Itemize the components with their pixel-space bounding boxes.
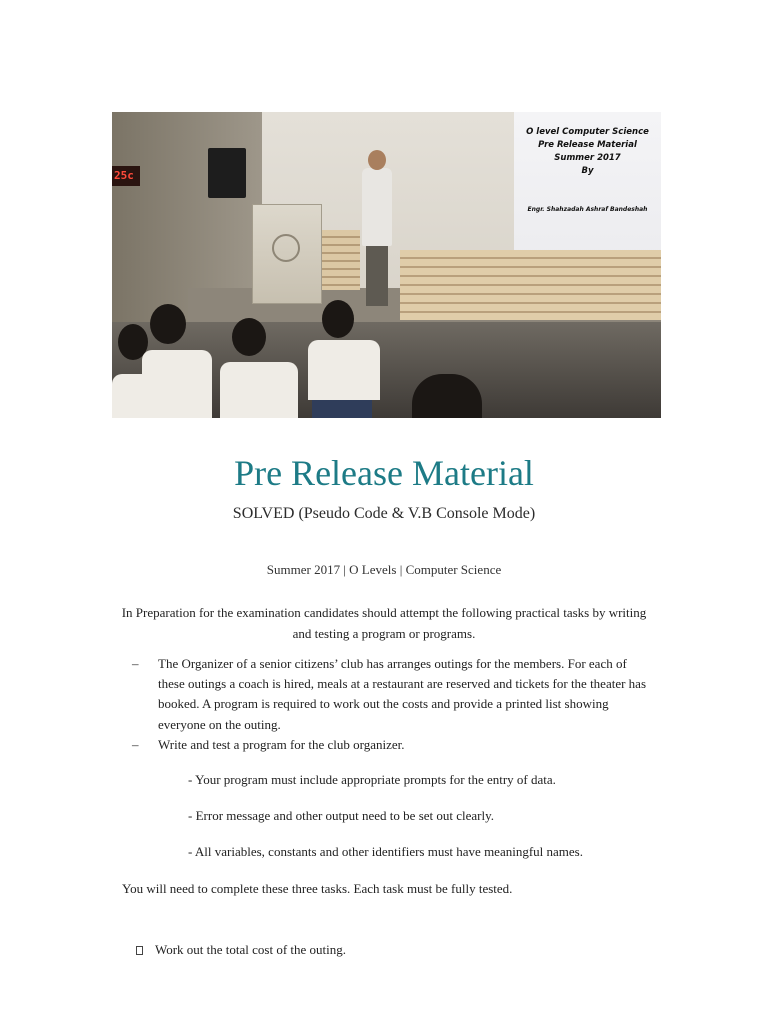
audience-member (220, 362, 298, 418)
dash-bullet: - (188, 844, 193, 859)
audience-head (322, 300, 354, 338)
audience-member (142, 350, 212, 418)
podium-emblem (272, 234, 300, 262)
audience-head (150, 304, 186, 344)
intro-paragraph: In Preparation for the examination candidates should attempt the following practical tasks by writing and testing a program or programs. (121, 605, 647, 641)
list-item (188, 807, 668, 843)
screen-line: O level Computer Science (526, 127, 649, 137)
list-item-text: All variables, constants and other identifiers must have meaningful names. (194, 844, 583, 859)
list-item-text: Write and test a program for the club organizer. (158, 736, 405, 752)
list-item-text: Error message and other output need to be set out clearly. (195, 808, 495, 823)
dash-bullet: – (132, 736, 139, 752)
presenter-legs (366, 244, 388, 306)
audience-member (412, 374, 482, 418)
dash-bullet: - (188, 808, 193, 823)
list-item-text: Your program must include appropriate prompts for the entry of data. (195, 772, 556, 787)
checkbox-icon (136, 946, 143, 955)
document-meta: Summer 2017 | O Levels | Computer Science (266, 562, 502, 577)
page-title: Pre Release Material (234, 453, 534, 493)
presenter-head (368, 150, 386, 170)
dash-bullet: - (188, 772, 193, 787)
list-item (188, 843, 668, 879)
list-item-text: The Organizer of a senior citizens’ club has arranges outings for the members. For each of these outings a coach is hired, meals at a restaurant are reserved and tickets for the theater has booked. A program is required to work out the costs and provide a printed list showing everyone on the outing. (158, 656, 647, 732)
screen-line: By (581, 166, 594, 176)
list-item (132, 654, 652, 735)
presenter-body (362, 168, 392, 246)
audience-member (308, 340, 380, 400)
requirements-list (132, 654, 652, 755)
audience-head (232, 318, 266, 356)
list-item (132, 735, 652, 755)
screen-line: Summer 2017 (554, 153, 621, 163)
screen-author: Engr. Shahzadah Ashraf Bandeshah (527, 206, 648, 213)
lecture-photo (112, 112, 661, 418)
task-item-text: Work out the total cost of the outing. (155, 942, 347, 957)
projection-screen-text (514, 126, 661, 178)
page-subtitle: SOLVED (Pseudo Code & V.B Console Mode) (232, 505, 536, 522)
list-item (188, 771, 668, 807)
task-item (136, 942, 676, 958)
screen-line: Pre Release Material (538, 140, 637, 150)
clock-display: 25c (114, 169, 134, 182)
loudspeaker (208, 148, 246, 198)
wooden-bench-right (400, 250, 661, 320)
program-requirements-list (188, 771, 668, 879)
dash-bullet: – (132, 656, 139, 671)
tasks-note: You will need to complete these three tasks. Each task must be fully tested. (122, 881, 513, 896)
